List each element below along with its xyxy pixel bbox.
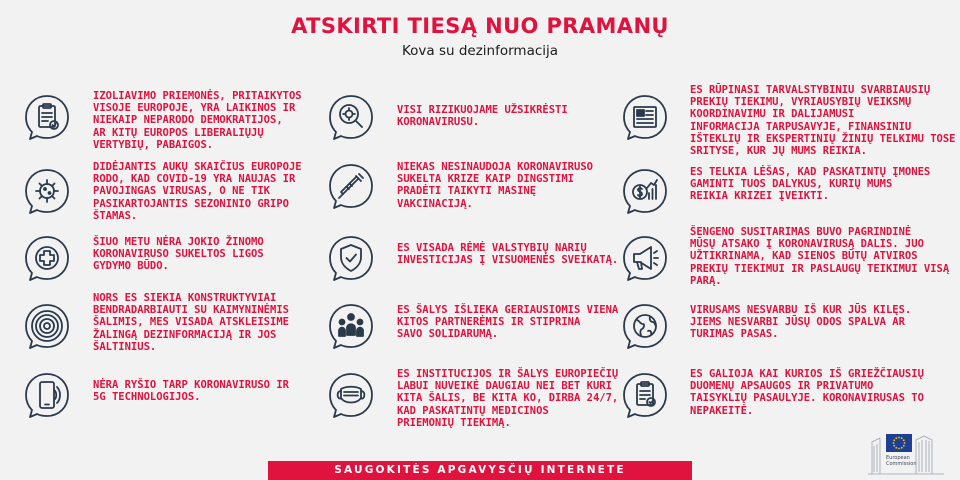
virus-icon (22, 166, 72, 216)
warning-banner: SAUGOKITĖS APGAVYSČIŲ INTERNETE (268, 461, 692, 480)
money-chart-icon (620, 166, 670, 216)
magnifier-virus-icon (326, 92, 376, 142)
fact-text-5: NĖRA RYŠIO TARP KORONAVIRUSO IR 5G TECHNOLOGIJOS. (93, 379, 289, 404)
fact-text-12: ES TELKIA LĖŠAS, KAD PASKATINTŲ ĮMONES GAMINTI TUOS DALYKUS, KURIŲ MUMS REIKIA KRIZEI ĮVEIKTI. (690, 166, 931, 203)
shield-check-icon (326, 233, 376, 283)
fact-text-13: ŠENGENO SUSITARIMAS BUVO PAGRINDINĖ MŪSŲ ATSAKO Į KORONAVIRUSĄ DALIS. JUO UŽTIKRINAMA, KAD SIENOS BŪTŲ ATVIROS PREKIŲ TIEKIMUI IR PASLAUGŲ TEIKIMUI VISĄ PARĄ. (690, 226, 950, 287)
fact-text-3: ŠIUO METU NĖRA JOKIO ŽINOMO KORONAVIRUSO SUKELTOS LIGOS GYDYMO BŪDO. (93, 236, 264, 273)
megaphone-icon (620, 233, 670, 283)
fact-text-15: ES GALIOJA KAI KURIOS IŠ GRIEŽČIAUSIŲ DUOMENŲ APSAUGOS IR PRIVATUMO TAISYKLIŲ PASAULYJE. KORONAVIRUSAS TO NEPAKEITĖ. (690, 368, 924, 417)
smartphone-icon (22, 370, 72, 420)
fact-text-4: NORS ES SIEKIA KONSTRUKTYVIAI BENDRADARBIAUTI SU KAIMYNINĖMIS ŠALIMIS, MES VISADA ATSKLEISIME ŽALINGĄ DEZINFORMACIJĄ IR JOS ŠALTINIUS. (93, 292, 289, 353)
fact-text-9: ES ŠALYS IŠLIEKA GERIAUSIOMIS VIENA KITOS PARTNERĖMIS IR STIPRINA SAVO SOLIDARUMĄ. (397, 304, 619, 341)
newspaper-icon (620, 92, 670, 142)
fact-text-1: IZOLIAVIMO PRIEMONĖS, PRITAIKYTOS VISOJE EUROPOJE, YRA LAIKINOS IR NIEKAIP NEPARODO DEMOKRATIJOS, AR KITŲ EUROPOS LIBERALIŲJŲ VERTYBIŲ, PABAIGOS. (93, 90, 302, 151)
globe-icon (620, 301, 670, 351)
page-title: ATSKIRTI TIESĄ NUO PRAMANŲ (291, 14, 669, 38)
fact-text-10: ES INSTITUCIJOS IR ŠALYS EUROPIEČIŲ LABUI NUVEIKĖ DAUGIAU NEI BET KURI KITA ŠALIS, BE KITA KO, DIRBA 24/7, KAD PASKATINTŲ MEDICINOS PRIEMONIŲ TIEKIMĄ. (397, 368, 619, 429)
signal-waves-icon (22, 301, 72, 351)
syringe-icon (326, 161, 376, 211)
document-check-icon (620, 370, 670, 420)
fact-text-11: ES RŪPINASI TARVALSTYBINIU SVARBIAUSIŲ PREKIŲ TIEKIMU, VYRIAUSYBIŲ VEIKSMŲ KOORDINAVIMU IR DALIJAMUSI INFORMACIJA TARPUSAVYJE, FINANSINIU IŠTEKLIŲ IR EKSPERTINIŲ ŽINIŲ TELKIMU TOSE SRITYSE, KUR JŲ MUMS REIKIA. (690, 84, 956, 158)
fact-text-8: ES VISADA RĖMĖ VALSTYBIŲ NARIŲ INVESTICIJAS Į VISUOMENĖS SVEIKATĄ. (397, 242, 619, 267)
medical-cross-icon (22, 233, 72, 283)
logo-text: European Commission (886, 455, 917, 467)
european-commission-logo (866, 432, 946, 476)
fact-text-2: DIDĖJANTIS AUKŲ SKAIČIUS EUROPOJE RODO, KAD COVID-19 YRA NAUJAS IR PAVOJINGAS VIRUSAS, O NE TIK PASIKARTOJANTIS SEZONINIO GRIPO ŠTAMAS. (93, 161, 302, 222)
fact-text-14: VIRUSAMS NESVARBU IŠ KUR JŪS KILĘS. JIEMS NESVARBI JŪSŲ ODOS SPALVA AR TURIMAS PASAS. (690, 304, 912, 341)
face-mask-icon (326, 370, 376, 420)
page-subtitle: Kova su dezinformacija (401, 43, 559, 59)
eu-flag-icon (886, 434, 912, 452)
people-group-icon (326, 301, 376, 351)
clipboard-check-icon (22, 92, 72, 142)
fact-text-7: NIEKAS NESINAUDOJA KORONAVIRUSO SUKELTA KRIZE KAIP DINGSTIMI PRADĖTI TAIKYTI MASINĘ VAKCINACIJĄ. (397, 161, 593, 210)
fact-text-6: VISI RIZIKUOJAME UŽSIKRĖSTI KORONAVIRUSU. (397, 104, 568, 129)
